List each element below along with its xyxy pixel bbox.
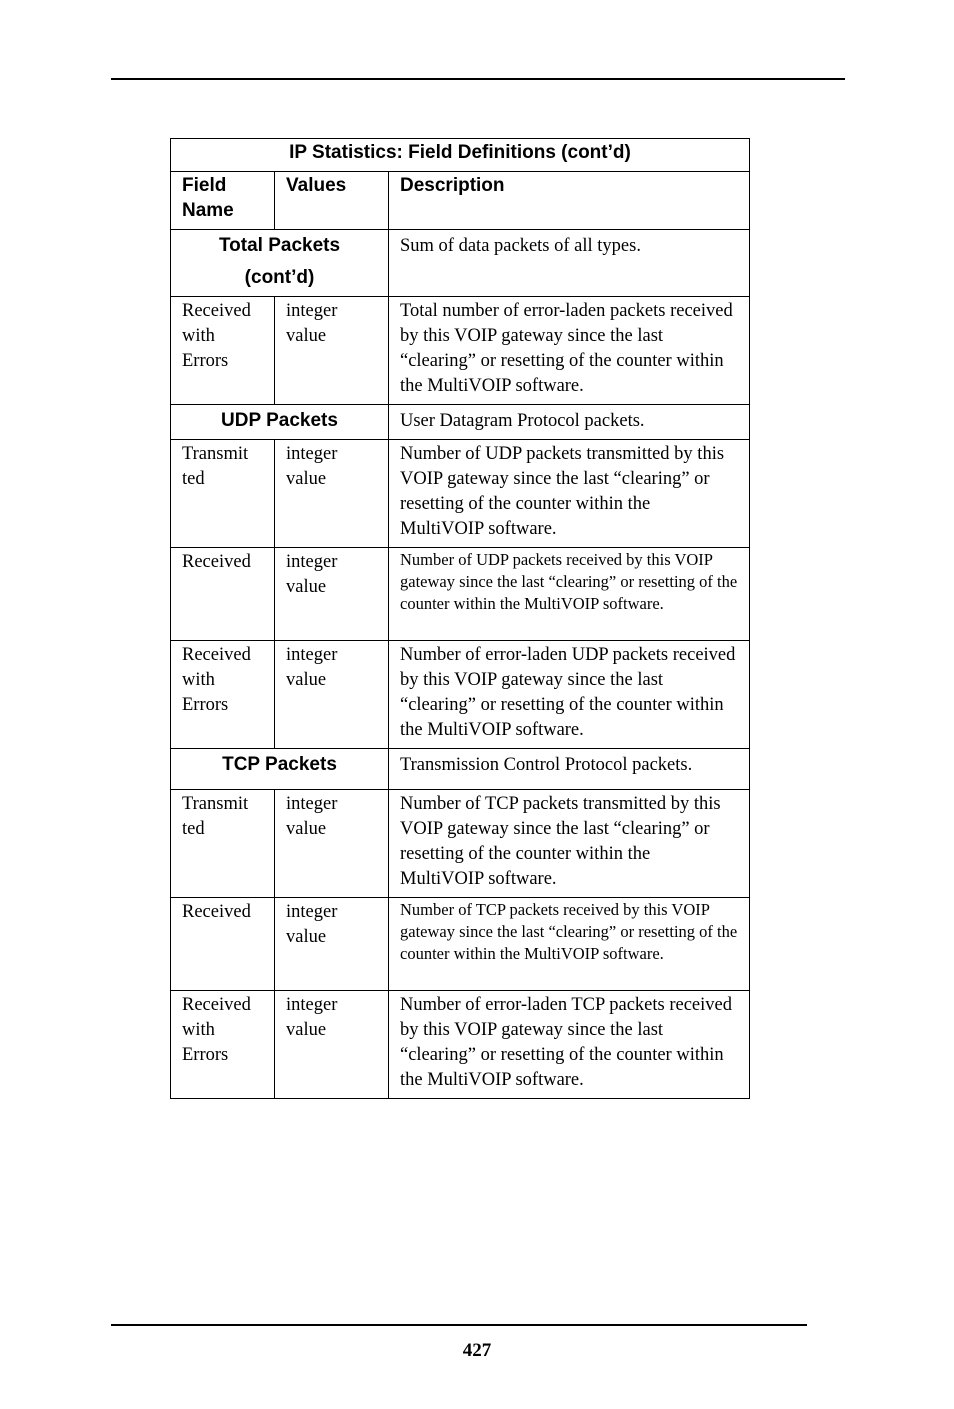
description-cell: Number of UDP packets received by this VOIP gateway since the last “clearing” or resetting of the counter within the MultiVOIP software. bbox=[389, 548, 750, 641]
group-name-udp-packets: UDP Packets bbox=[171, 405, 389, 440]
description-cell: Number of TCP packets received by this VOIP gateway since the last “clearing” or resetting of the counter within the MultiVOIP software. bbox=[389, 898, 750, 991]
value-cell: integer value bbox=[275, 548, 389, 641]
field-name-cell: Received bbox=[171, 548, 275, 641]
field-name-cell: Transmit ted bbox=[171, 790, 275, 898]
field-name-cell: Received with Errors bbox=[171, 991, 275, 1099]
description-cell: Number of UDP packets transmitted by this VOIP gateway since the last “clearing” or resetting of the counter within the MultiVOIP software. bbox=[389, 440, 750, 548]
description-cell: Total number of error-laden packets received by this VOIP gateway since the last “clearing” or resetting of the counter within the MultiVOIP software. bbox=[389, 297, 750, 405]
value-cell: integer value bbox=[275, 991, 389, 1099]
table-row bbox=[171, 991, 750, 1099]
header-rule bbox=[111, 78, 845, 80]
footer-rule bbox=[111, 1324, 807, 1326]
description-cell: Number of error-laden UDP packets received by this VOIP gateway since the last “clearing” or resetting of the counter within the MultiVOIP software. bbox=[389, 641, 750, 749]
table-header-row bbox=[171, 172, 750, 230]
header-description: Description bbox=[389, 172, 750, 230]
table-row bbox=[171, 790, 750, 898]
group-description-tcp-packets: Transmission Control Protocol packets. bbox=[389, 749, 750, 790]
group-name-tcp-packets: TCP Packets bbox=[171, 749, 389, 790]
field-name-cell: Received bbox=[171, 898, 275, 991]
description-cell: Number of TCP packets transmitted by this VOIP gateway since the last “clearing” or resetting of the counter within the MultiVOIP software. bbox=[389, 790, 750, 898]
value-cell: integer value bbox=[275, 297, 389, 405]
value-cell: integer value bbox=[275, 790, 389, 898]
table-row bbox=[171, 898, 750, 991]
table-row bbox=[171, 297, 750, 405]
group-description-total-packets: Sum of data packets of all types. bbox=[389, 230, 750, 297]
value-cell: integer value bbox=[275, 898, 389, 991]
value-cell: integer value bbox=[275, 440, 389, 548]
table-row bbox=[171, 641, 750, 749]
header-values: Values bbox=[275, 172, 389, 230]
field-definitions-table bbox=[170, 138, 750, 1099]
group-row-tcp-packets bbox=[171, 749, 750, 790]
description-cell: Number of error-laden TCP packets received by this VOIP gateway since the last “clearing” or resetting of the counter within the MultiVOIP software. bbox=[389, 991, 750, 1099]
group-name-line2: (cont’d) bbox=[244, 267, 315, 288]
group-row-total-packets bbox=[171, 230, 750, 297]
group-row-udp-packets bbox=[171, 405, 750, 440]
header-field-name: Field Name bbox=[171, 172, 275, 230]
group-description-udp-packets: User Datagram Protocol packets. bbox=[389, 405, 750, 440]
value-cell: integer value bbox=[275, 641, 389, 749]
table-title-row bbox=[171, 139, 750, 172]
field-name-cell: Received with Errors bbox=[171, 297, 275, 405]
page-number: 427 bbox=[462, 1340, 492, 1361]
group-name-line1: Total Packets bbox=[218, 235, 341, 256]
field-name-cell: Received with Errors bbox=[171, 641, 275, 749]
field-name-cell: Transmit ted bbox=[171, 440, 275, 548]
table-title: IP Statistics: Field Definitions (cont’d) bbox=[171, 139, 750, 172]
group-name-total-packets bbox=[171, 230, 389, 297]
table-row bbox=[171, 440, 750, 548]
table-row bbox=[171, 548, 750, 641]
